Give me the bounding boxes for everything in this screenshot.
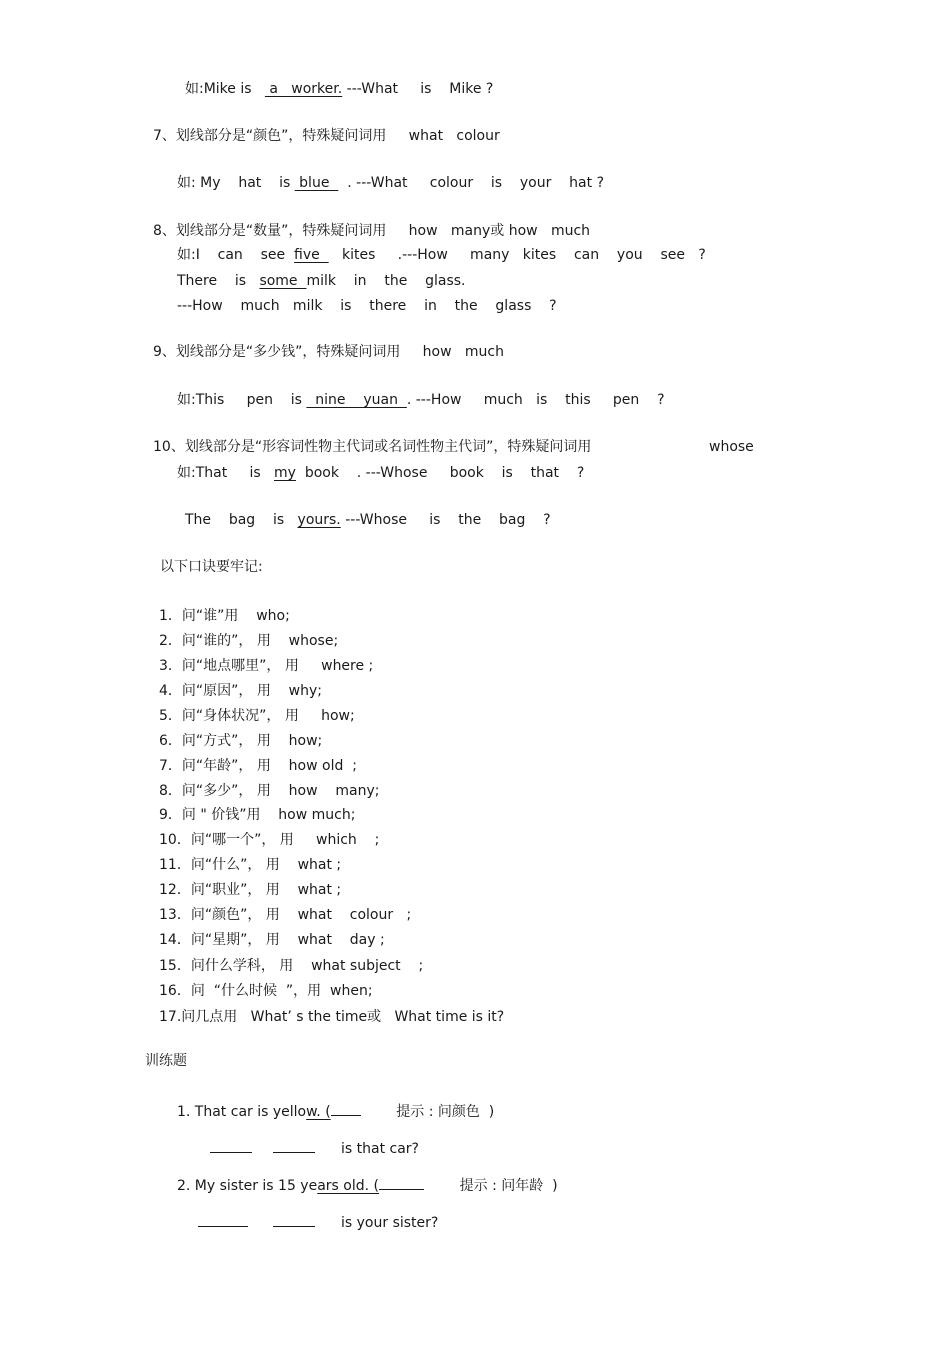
answer-blank[interactable] xyxy=(273,1138,315,1153)
rhyme-item: 4．问“原因”， 用 why; xyxy=(159,683,322,699)
s8-example-2: There is some milk in the glass. xyxy=(177,273,466,289)
rhyme-item: 17.问几点用 What’ s the time或 What time is it? xyxy=(159,1009,505,1025)
answer-blank[interactable] xyxy=(273,1212,315,1227)
question-1: 1. That car is yellow. ( 提示 : 问颜色 ) xyxy=(177,1101,494,1119)
answer-blank[interactable] xyxy=(198,1212,248,1227)
question-2: 2. My sister is 15 years old. ( 提示 : 问年龄 ) xyxy=(177,1175,558,1193)
rhyme-item: 9．问 " 价钱”用 how much; xyxy=(159,807,356,823)
rhyme-item: 5．问“身体状况”， 用 how; xyxy=(159,708,355,724)
s7-example: 如: My hat is blue . ---What colour is your hat ? xyxy=(177,175,605,191)
answer-blank[interactable] xyxy=(210,1138,252,1153)
rhyme-item: 3．问“地点哪里”， 用 where ; xyxy=(159,658,374,674)
rhyme-item: 15．问什么学科， 用 what subject ; xyxy=(159,958,424,974)
s10-example-1: 如:That is my book . ---Whose book is that ? xyxy=(177,465,585,481)
question-2-answer-line: is your sister? xyxy=(198,1212,438,1230)
rhyme-item: 6．问“方式”， 用 how; xyxy=(159,733,323,749)
rhyme-item: 8．问“多少”， 用 how many; xyxy=(159,783,380,799)
rhyme-item: 13．问“颜色”， 用 what colour ; xyxy=(159,907,412,923)
exercise-title: 训练题 xyxy=(145,1053,187,1069)
answer-blank[interactable] xyxy=(331,1101,361,1116)
rhyme-item: 7．问“年龄”， 用 how old ; xyxy=(159,758,357,774)
rhyme-item: 2．问“谁的”， 用 whose; xyxy=(159,633,339,649)
rhyme-item: 10．问“哪一个”， 用 which ; xyxy=(159,832,380,848)
s10-heading-word: whose xyxy=(709,439,754,455)
s9-heading: 9、划线部分是“多少钱”，特殊疑问词用 how much xyxy=(153,344,504,360)
s9-example: 如:This pen is nine yuan . ---How much is this pen ? xyxy=(177,392,665,408)
s8-example-3: ---How much milk is there in the glass ? xyxy=(177,298,557,314)
rhyme-item: 12．问“职业”， 用 what ; xyxy=(159,882,342,898)
rhyme-item: 14．问“星期”， 用 what day ; xyxy=(159,932,385,948)
rhyme-item: 16．问 “什么时候 ”，用 when; xyxy=(159,983,373,999)
answer-blank[interactable] xyxy=(379,1175,424,1190)
s6-example: 如:Mike is a worker. ---What is Mike ? xyxy=(185,81,494,97)
s8-example-1: 如:I can see five kites .---How many kites can you see ? xyxy=(177,247,706,263)
rhyme-item: 11．问“什么”， 用 what ; xyxy=(159,857,342,873)
question-1-answer-line: is that car? xyxy=(210,1138,419,1156)
s10-example-2: The bag is yours. ---Whose is the bag ? xyxy=(185,512,551,528)
rhyme-title: 以下口诀要牢记: xyxy=(160,559,263,575)
s7-heading: 7、划线部分是“颜色”，特殊疑问词用 what colour xyxy=(153,128,500,144)
rhyme-item: 1．问“谁”用 who; xyxy=(159,608,290,624)
s8-heading: 8、划线部分是“数量”，特殊疑问词用 how many或 how much xyxy=(153,223,591,239)
s10-heading: 10、划线部分是“形容词性物主代词或名词性物主代词”，特殊疑问词用 xyxy=(153,439,592,455)
